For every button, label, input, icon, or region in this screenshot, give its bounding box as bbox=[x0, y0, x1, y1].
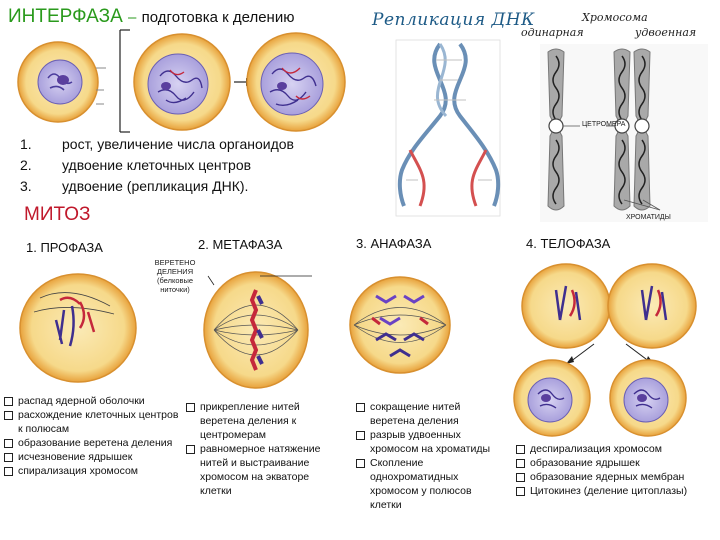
list-item: равномерное натяжение нитей и выстраивание хромосом на экваторе клетки bbox=[186, 442, 342, 498]
list-item: прикрепление нитей веретена деления к центромерам bbox=[186, 400, 342, 442]
list-item: Цитокинез (деление цитоплазы) bbox=[516, 484, 720, 498]
interphase-heading bbox=[8, 6, 294, 28]
checkbox-icon bbox=[516, 487, 525, 496]
interphase-cell-1 bbox=[18, 42, 106, 122]
phase-label-metaphase: 2. МЕТАФАЗА bbox=[198, 237, 283, 252]
checkbox-icon bbox=[4, 411, 13, 420]
interphase-title: ИНТЕРФАЗА bbox=[8, 6, 123, 27]
list-item: исчезновение ядрышек bbox=[4, 450, 182, 464]
list-item: спирализация хромосом bbox=[4, 464, 182, 478]
interphase-cell-3 bbox=[247, 33, 345, 131]
list-item: 3. удвоение (репликация ДНК). bbox=[20, 178, 249, 194]
list-item: расхождение клеточных центров к полюсам bbox=[4, 408, 182, 436]
list-item: 2. удвоение клеточных центров bbox=[20, 157, 252, 173]
list-item: сокращение нитей веретена деления bbox=[356, 400, 494, 428]
daughter-cell-2 bbox=[610, 360, 686, 436]
telophase-list bbox=[516, 442, 720, 498]
checkbox-icon bbox=[186, 403, 195, 412]
interphase-cell-2 bbox=[134, 34, 230, 130]
centromere-label: ЦЕТРОМЕРА bbox=[582, 121, 626, 128]
daughter-cell-1 bbox=[514, 360, 590, 436]
anaphase-cell bbox=[350, 277, 450, 373]
chromosome-single-label: одинарная bbox=[521, 26, 584, 39]
list-item: разрыв удвоенных хромосом на хроматиды bbox=[356, 428, 494, 456]
phase-label-prophase: 1. ПРОФАЗА bbox=[26, 240, 103, 255]
metaphase-list bbox=[186, 400, 342, 498]
anaphase-list bbox=[356, 400, 494, 512]
interphase-list bbox=[20, 134, 294, 197]
interphase-dash: – bbox=[128, 9, 137, 26]
checkbox-icon bbox=[356, 403, 365, 412]
chromosome-illustration bbox=[540, 44, 708, 222]
chromosome-double-label: удвоенная bbox=[635, 26, 697, 39]
spindle-label: ВЕРЕТЕНО ДЕЛЕНИЯ (белковые ниточки) bbox=[154, 258, 196, 294]
checkbox-icon bbox=[186, 445, 195, 454]
list-item: образование ядрышек bbox=[516, 456, 720, 470]
phase-label-telophase: 4. ТЕЛОФАЗА bbox=[526, 236, 611, 251]
interphase-subtitle: подготовка к делению bbox=[141, 9, 295, 26]
interphase-arrow bbox=[120, 30, 130, 132]
prophase-list bbox=[4, 394, 182, 478]
list-item: образование ядерных мембран bbox=[516, 470, 720, 484]
chromosome-title: Хромосома bbox=[582, 11, 648, 24]
list-item: деспирализация хромосом bbox=[516, 442, 720, 456]
dna-helix-illustration bbox=[396, 40, 500, 216]
phase-label-anaphase: 3. АНАФАЗА bbox=[356, 236, 432, 251]
checkbox-icon bbox=[4, 397, 13, 406]
list-item: распад ядерной оболочки bbox=[4, 394, 182, 408]
metaphase-cell bbox=[204, 272, 308, 388]
checkbox-icon bbox=[356, 431, 365, 440]
telophase-cell bbox=[522, 264, 696, 348]
checkbox-icon bbox=[4, 467, 13, 476]
checkbox-icon bbox=[516, 473, 525, 482]
list-item: образование веретена деления bbox=[4, 436, 182, 450]
checkbox-icon bbox=[516, 445, 525, 454]
checkbox-icon bbox=[4, 439, 13, 448]
prophase-cell bbox=[20, 274, 136, 382]
checkbox-icon bbox=[516, 459, 525, 468]
mitosis-title: МИТОЗ bbox=[24, 204, 91, 225]
checkbox-icon bbox=[356, 459, 365, 468]
list-item: 1. рост, увеличение числа органоидов bbox=[20, 136, 294, 152]
chromatids-label: ХРОМАТИДЫ bbox=[626, 214, 671, 221]
checkbox-icon bbox=[4, 453, 13, 462]
list-item: Скопление однохроматидных хромосом у полюсов клетки bbox=[356, 456, 494, 512]
replication-title: Репликация ДНК bbox=[372, 10, 535, 30]
